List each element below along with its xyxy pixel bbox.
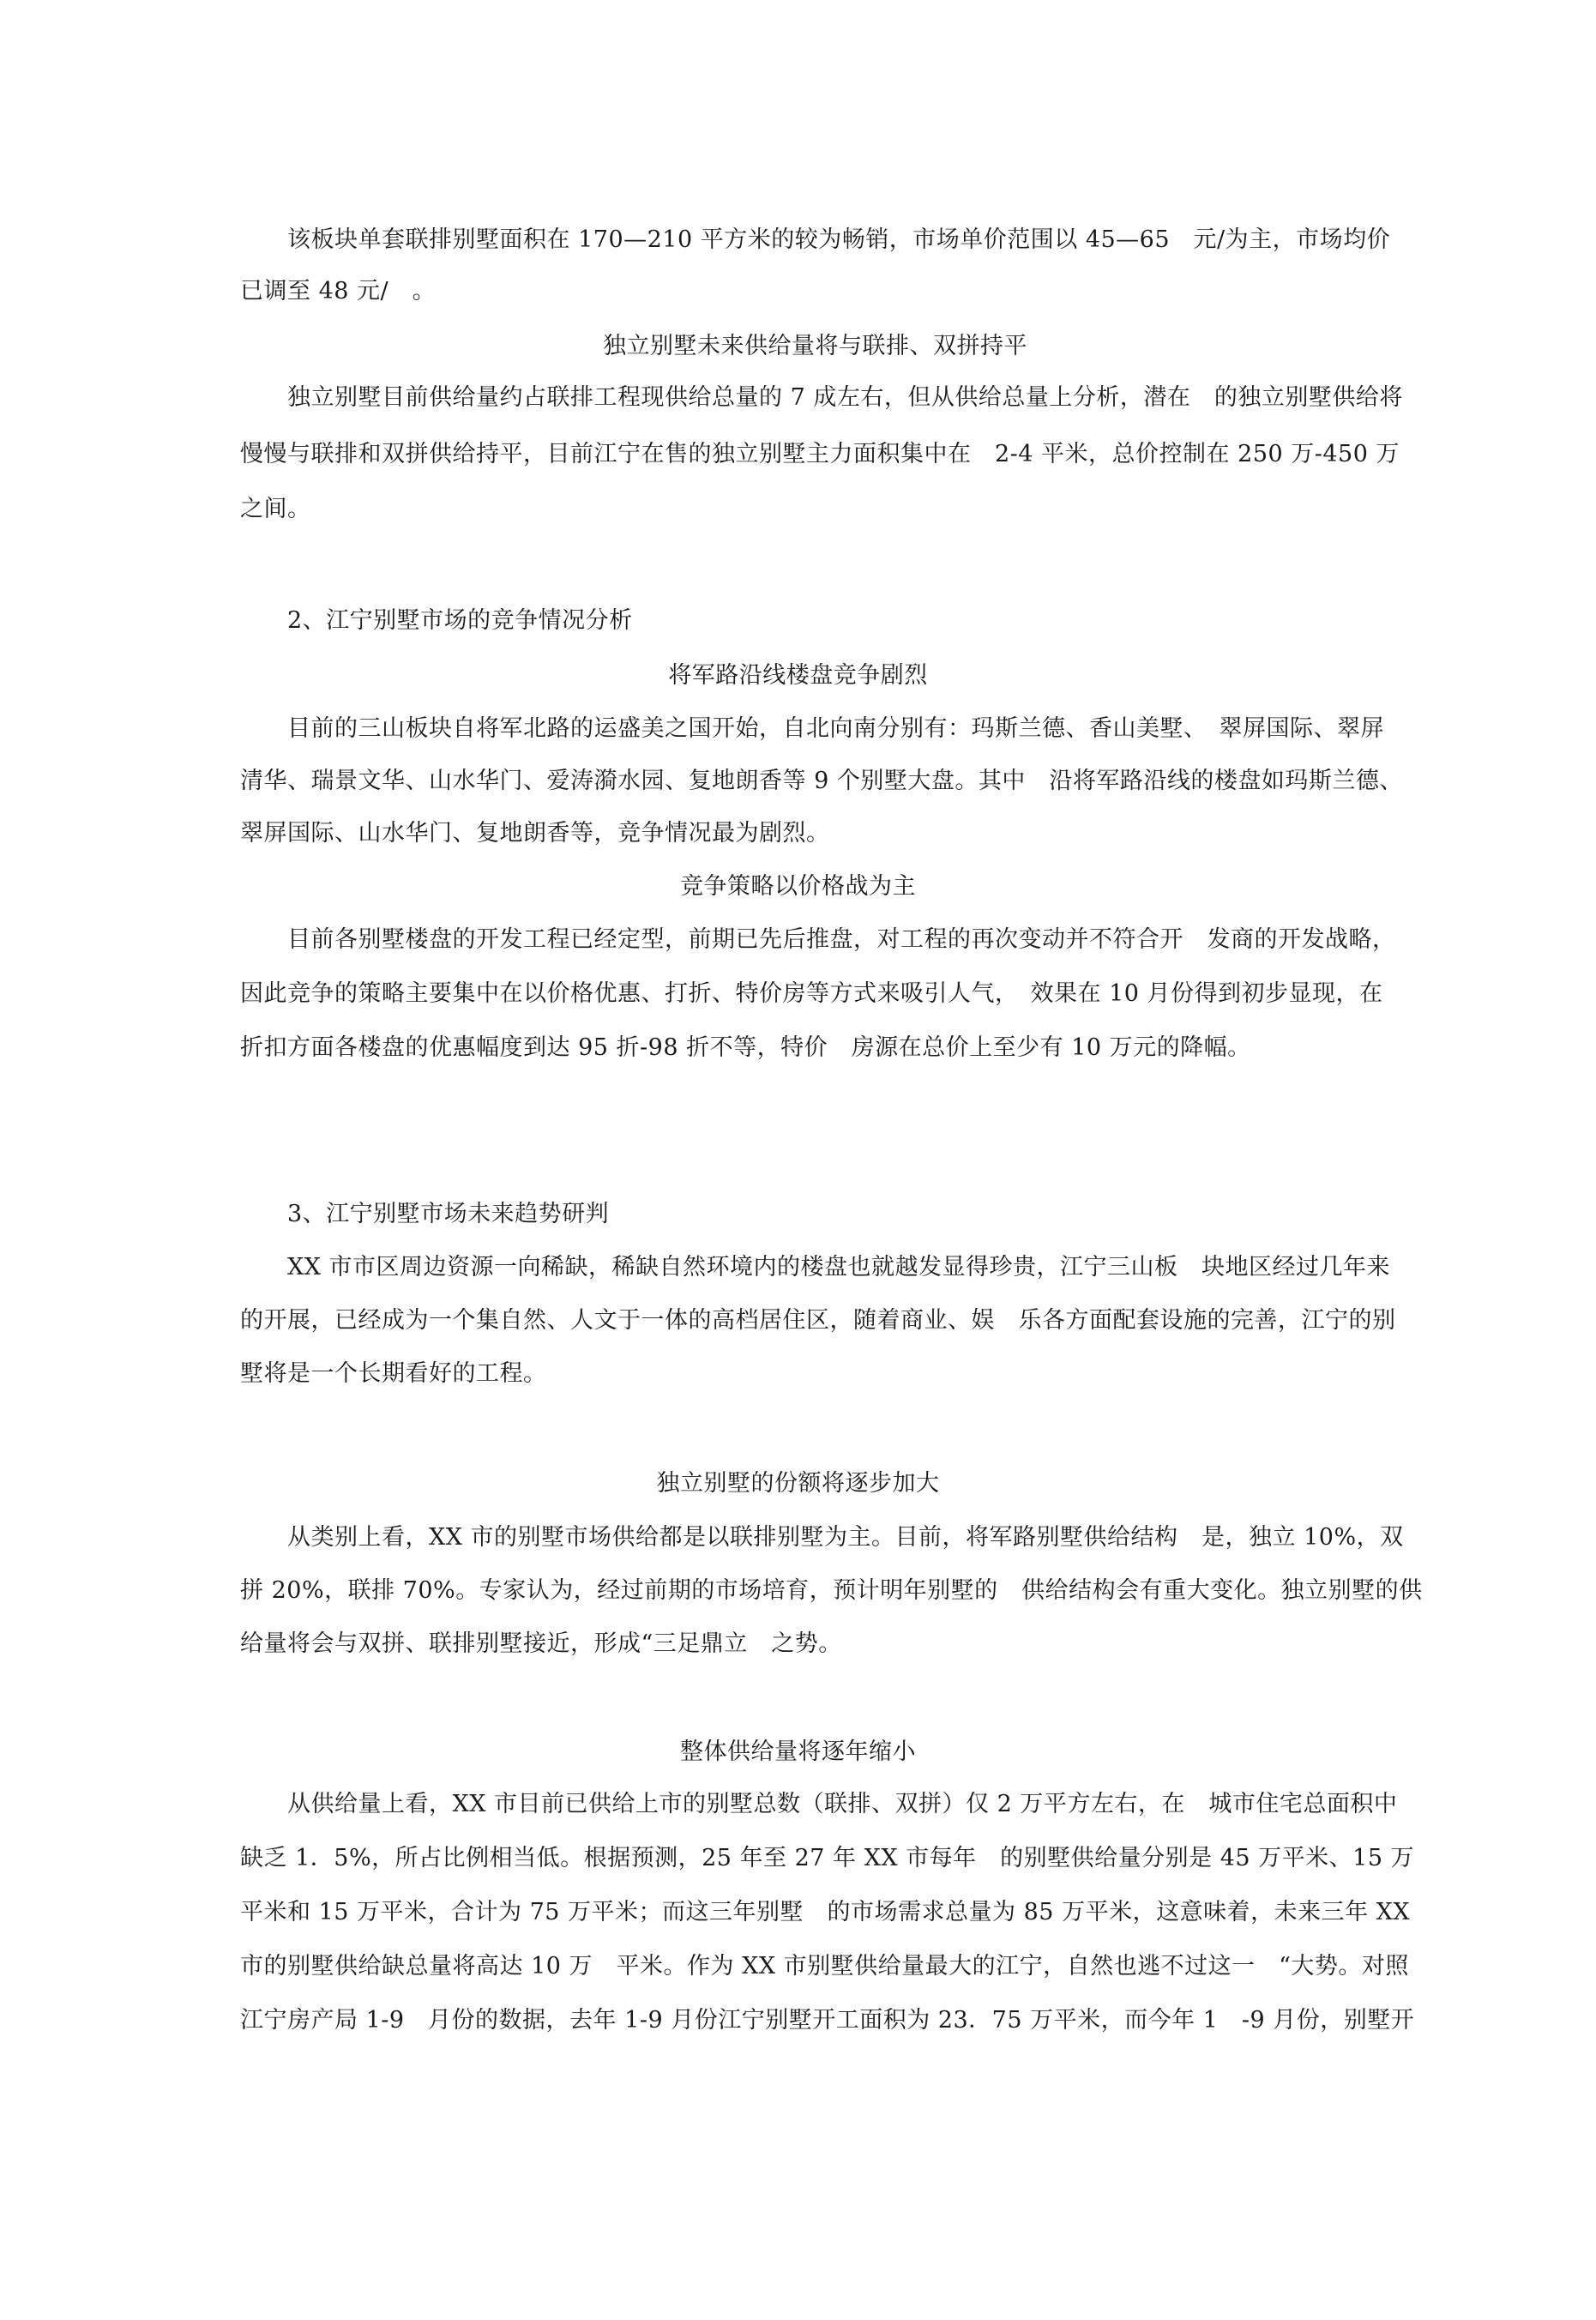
paragraph-line: XX 市市区周边资源一向稀缺，稀缺自然环境内的楼盘也就越发显得珍贵，江宁三山板 块地区经过几年来 <box>240 1254 1391 1281</box>
paragraph-line: 拼 20%，联排 70%。专家认为，经过前期的市场培育，预计明年别墅的 供给结构会有重大变化。独立别墅的供 <box>240 1577 1423 1604</box>
section-heading: 3、江宁别墅市场未来趋势研判 <box>240 1201 610 1227</box>
paragraph-line: 缺乏 1．5%，所占比例相当低。根据预测，25 年至 27 年 XX 市每年 的别墅供给量分别是 45 万平米、15 万 <box>240 1845 1415 1871</box>
section-subheading: 竞争策略以价格战为主 <box>680 873 916 900</box>
paragraph-line: 目前的三山板块自将军北路的运盛美之国开始，自北向南分别有：玛斯兰德、香山美墅、 翠屏国际、翠屏 <box>240 715 1384 742</box>
paragraph-line: 之间。 <box>240 496 311 522</box>
section-subheading: 独立别墅未来供给量将与联排、双拼持平 <box>603 333 1027 359</box>
section-subheading: 独立别墅的份额将逐步加大 <box>656 1470 940 1497</box>
paragraph-line: 慢慢与联排和双拼供给持平，目前江宁在售的独立别墅主力面积集中在 2-4 平米，总价控制在 250 万-450 万 <box>240 441 1400 467</box>
paragraph-line: 翠屏国际、山水华门、复地朗香等，竞争情况最为剧烈。 <box>240 820 830 847</box>
paragraph-line: 墅将是一个长期看好的工程。 <box>240 1360 547 1387</box>
paragraph-line: 从供给量上看，XX 市目前已供给上市的别墅总数（联排、双拼）仅 2 万平方左右，在 城市住宅总面积中 <box>240 1791 1398 1817</box>
paragraph-line: 江宁房产局 1-9 月份的数据，去年 1-9 月份江宁别墅开工面积为 23．75 万平米，而今年 1 -9 月份，别墅开 <box>240 2007 1415 2034</box>
paragraph-line: 清华、瑞景文华、山水华门、爱涛漪水园、复地朗香等 9 个别墅大盘。其中 沿将军路沿线的楼盘如玛斯兰德、 <box>240 768 1403 794</box>
paragraph-line: 给量将会与双拼、联排别墅接近，形成“三足鼎立 之势。 <box>240 1630 842 1657</box>
section-heading: 2、江宁别墅市场的竞争情况分析 <box>240 607 633 634</box>
paragraph-line: 该板块单套联排别墅面积在 170—210 平方米的较为畅销，市场单价范围以 45—65 元/为主，市场均价 <box>240 226 1391 253</box>
paragraph-line: 目前各别墅楼盘的开发工程已经定型，前期已先后推盘，对工程的再次变动并不符合开 发商的开发战略， <box>240 926 1396 953</box>
paragraph-line: 的开展，已经成为一个集自然、人文于一体的高档居住区，随着商业、娱 乐各方面配套设施的完善，江宁的别 <box>240 1307 1396 1334</box>
section-subheading: 整体供给量将逐年缩小 <box>680 1738 916 1765</box>
paragraph-line: 独立别墅目前供给量约占联排工程现供给总量的 7 成左右，但从供给总量上分析，潜在 的独立别墅供给将 <box>240 384 1403 411</box>
paragraph-line: 折扣方面各楼盘的优惠幅度到达 95 折-98 折不等，特价 房源在总价上至少有 10 万元的降幅。 <box>240 1034 1251 1061</box>
paragraph-line: 平米和 15 万平米，合计为 75 万平米；而这三年别墅 的市场需求总量为 85 万平米，这意味着，未来三年 XX <box>240 1899 1411 1925</box>
paragraph-line: 已调至 48 元/ 。 <box>240 278 437 304</box>
section-subheading: 将军路沿线楼盘竞争剧烈 <box>668 662 928 689</box>
paragraph-line: 从类别上看，XX 市的别墅市场供给都是以联排别墅为主。目前，将军路别墅供给结构 是，独立 10%，双 <box>240 1524 1404 1551</box>
paragraph-line: 因此竞争的策略主要集中在以价格优惠、打折、特价房等方式来吸引人气， 效果在 10 月份得到初步显现，在 <box>240 980 1383 1007</box>
paragraph-line: 市的别墅供给缺总量将高达 10 万 平米。作为 XX 市别墅供给量最大的江宁，自然也逃不过这一 “大势。对照 <box>240 1953 1409 1980</box>
